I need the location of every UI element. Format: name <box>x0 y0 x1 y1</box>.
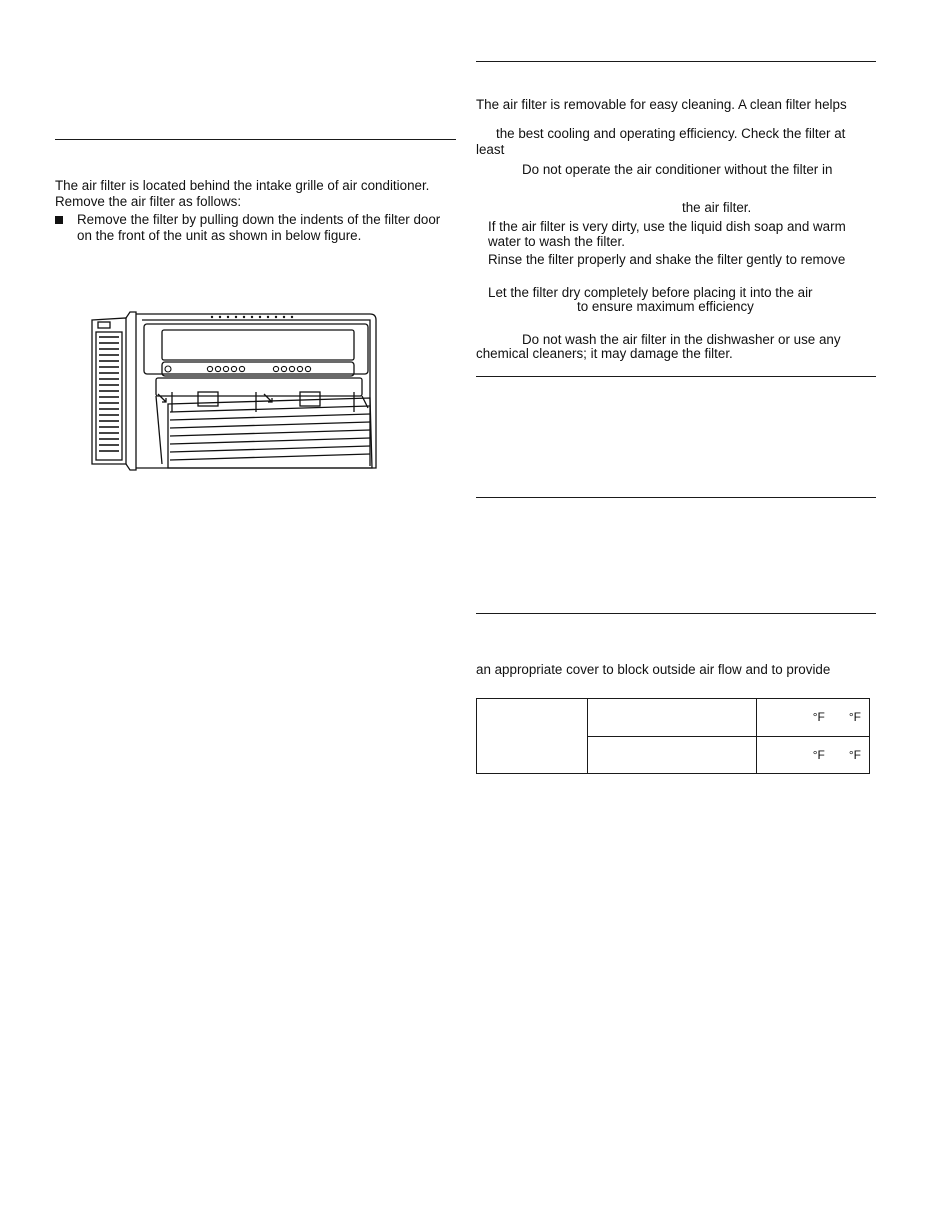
bullet-square-icon <box>55 216 63 224</box>
unit-label: °F <box>812 747 825 762</box>
right-line-3: least <box>476 142 505 157</box>
table-cell <box>588 736 757 774</box>
right-line-6: If the air filter is very dirty, use the liquid dish soap and warm <box>488 219 846 234</box>
air-conditioner-filter-figure <box>86 308 386 474</box>
right-line-7: water to wash the filter. <box>488 234 625 249</box>
divider-left-top <box>55 139 456 140</box>
right-line-5: the air filter. <box>682 200 752 215</box>
table-cell <box>588 699 757 737</box>
right-line-2: the best cooling and operating efficiency. Check the filter at <box>496 126 846 141</box>
right-line-9: Let the filter dry completely before placing it into the air <box>488 285 813 300</box>
right-line-10: to ensure maximum efficiency <box>577 299 754 314</box>
intro-line-1: The air filter is located behind the intake grille of air conditioner. <box>55 178 430 193</box>
unit-label: °F <box>848 710 861 725</box>
right-line-13: an appropriate cover to block outside air flow and to provide <box>476 662 831 677</box>
storage-temperature-table <box>476 698 870 774</box>
intro-line-2: Remove the air filter as follows: <box>55 194 242 209</box>
right-line-8: Rinse the filter properly and shake the filter gently to remove <box>488 252 846 267</box>
right-line-1: The air filter is removable for easy cleaning. A clean filter helps <box>476 97 847 112</box>
table-cell <box>477 699 588 774</box>
unit-label: °F <box>848 747 861 762</box>
bullet-line-1: Remove the filter by pulling down the indents of the filter door <box>77 212 441 227</box>
bullet-line-2: on the front of the unit as shown in below figure. <box>77 228 362 243</box>
table-row <box>477 699 870 737</box>
table-cell <box>757 699 870 737</box>
right-line-12: chemical cleaners; it may damage the filter. <box>476 346 733 361</box>
right-line-4: Do not operate the air conditioner without the filter in <box>522 162 833 177</box>
table-cell <box>757 736 870 774</box>
divider-right-top <box>476 61 876 62</box>
unit-label: °F <box>812 710 825 725</box>
divider-right-2 <box>476 376 876 377</box>
divider-right-4 <box>476 613 876 614</box>
divider-right-3 <box>476 497 876 498</box>
right-line-11: Do not wash the air filter in the dishwasher or use any <box>522 332 841 347</box>
